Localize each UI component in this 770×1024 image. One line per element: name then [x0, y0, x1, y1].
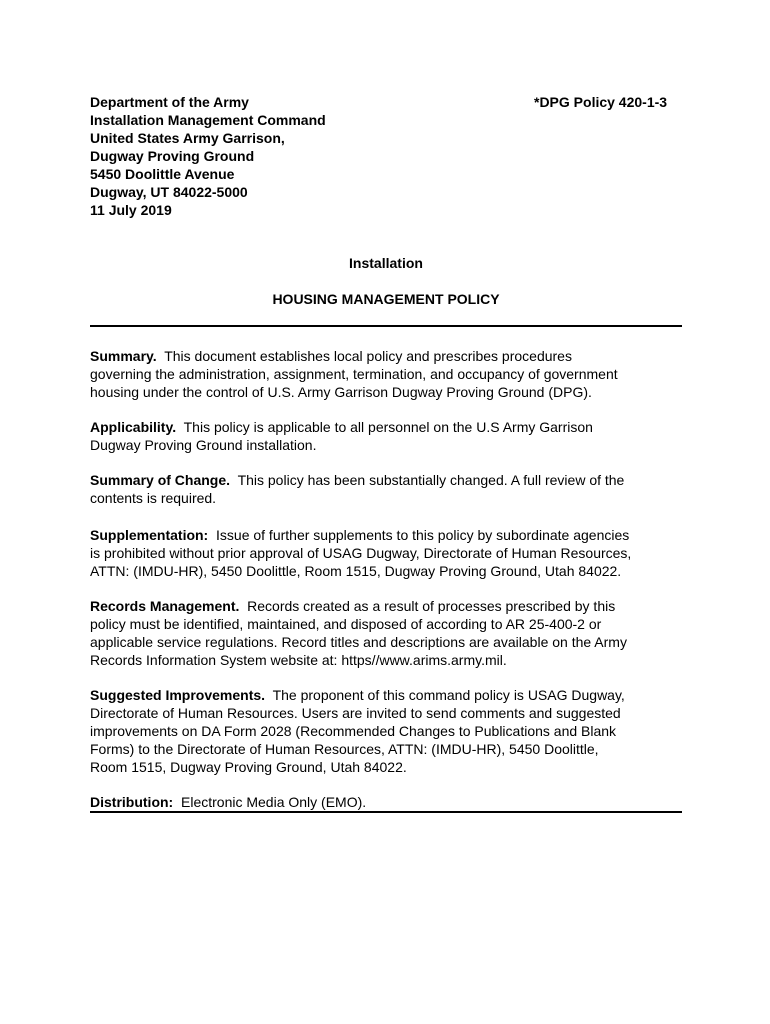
summary-section [90, 347, 682, 401]
letterhead-department: Department of the Army [90, 94, 249, 110]
distribution-section [90, 793, 682, 811]
suggested-improvements-label: Suggested Improvements. [90, 687, 266, 703]
summary-text-line-1: This document establishes local policy and prescribes procedures [164, 348, 572, 364]
letterhead-street: 5450 Doolittle Avenue [90, 166, 235, 182]
suggested-improvements-text-line-2: Directorate of Human Resources. Users are invited to send comments and suggested [90, 705, 621, 721]
summary-text-line-2: governing the administration, assignment, termination, and occupancy of government [90, 366, 618, 382]
letterhead-command: Installation Management Command [90, 112, 326, 128]
suggested-improvements-text-line-4: Forms) to the Directorate of Human Resources, ATTN: (IMDU-HR), 5450 Doolittle, [90, 741, 599, 757]
applicability-section [90, 418, 682, 454]
title-category: Installation [349, 255, 423, 271]
distribution-label: Distribution: [90, 794, 174, 810]
applicability-label: Applicability. [90, 419, 177, 435]
applicability-text-line-1: This policy is applicable to all personnel on the U.S Army Garrison [183, 419, 593, 435]
title-divider [90, 325, 682, 327]
policy-number: *DPG Policy 420-1-3 [534, 94, 668, 110]
supplementation-text-line-1: Issue of further supplements to this policy by subordinate agencies [216, 527, 630, 543]
letterhead-date: 11 July 2019 [90, 202, 172, 218]
supplementation-label: Supplementation: [90, 527, 209, 543]
suggested-improvements-text-line-5: Room 1515, Dugway Proving Ground, Utah 84022. [90, 759, 407, 775]
records-management-label: Records Management. [90, 598, 240, 614]
letterhead-block [90, 93, 326, 219]
applicability-text-line-2: Dugway Proving Ground installation. [90, 437, 317, 453]
summary-of-change-text-line-2: contents is required. [90, 490, 217, 506]
records-management-text-line-1: Records created as a result of processes prescribed by this [247, 598, 616, 614]
records-management-text-line-2: policy must be identified, maintained, and disposed of according to AR 25-400-2 or [90, 616, 602, 632]
letterhead-city: Dugway, UT 84022-5000 [90, 184, 248, 200]
suggested-improvements-text-line-3: improvements on DA Form 2028 (Recommended Changes to Publications and Blank [90, 723, 617, 739]
footer-divider [90, 811, 682, 813]
records-management-text-line-3: applicable service regulations. Record titles and descriptions are available on the Army [90, 634, 627, 650]
supplementation-section [90, 526, 682, 580]
distribution-text: Electronic Media Only (EMO). [181, 794, 367, 810]
summary-of-change-label: Summary of Change. [90, 472, 231, 488]
suggested-improvements-text-line-1: The proponent of this command policy is USAG Dugway, [272, 687, 625, 703]
summary-label: Summary. [90, 348, 157, 364]
letterhead-garrison: United States Army Garrison, [90, 130, 285, 146]
letterhead-installation: Dugway Proving Ground [90, 148, 255, 164]
suggested-improvements-section [90, 686, 682, 776]
supplementation-text-line-3: ATTN: (IMDU-HR), 5450 Doolittle, Room 1515, Dugway Proving Ground, Utah 84022. [90, 563, 622, 579]
summary-text-line-3: housing under the control of U.S. Army Garrison Dugway Proving Ground (DPG). [90, 384, 592, 400]
records-management-section [90, 597, 682, 669]
summary-of-change-section [90, 471, 682, 507]
supplementation-text-line-2: is prohibited without prior approval of USAG Dugway, Directorate of Human Resources, [90, 545, 632, 561]
records-management-text-line-4: Records Information System website at: https//www.arims.army.mil. [90, 652, 507, 668]
summary-of-change-text-line-1: This policy has been substantially changed. A full review of the [237, 472, 625, 488]
page-title: HOUSING MANAGEMENT POLICY [272, 291, 500, 307]
